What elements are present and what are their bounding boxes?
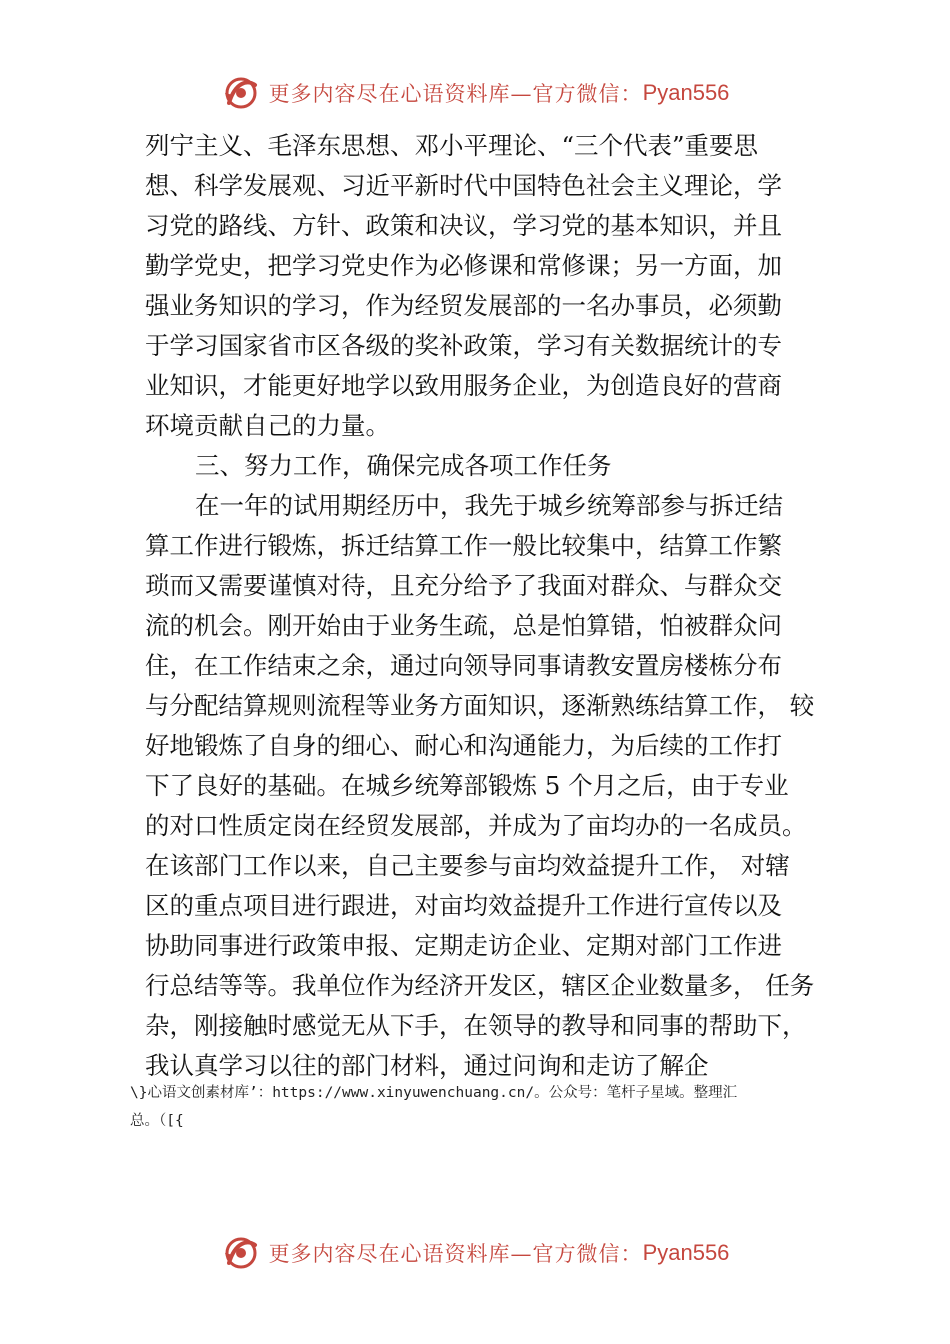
banner-wechat-id: Pyan556 — [642, 80, 730, 105]
text-line: 区的重点项目进行跟进，对亩均效益提升工作进行宣传以及 — [145, 891, 782, 920]
text-line: 协助同事进行政策申报、定期走访企业、定期对部门工作进 — [145, 931, 782, 960]
source-note — [130, 1079, 830, 1135]
text-line: 我认真学习以往的部门材料，通过问询和走访了解企 — [145, 1051, 709, 1080]
logo-icon — [221, 73, 261, 113]
source-note-line: 总。（[{ — [130, 1113, 184, 1129]
text-line: 勤学党史，把学习党史作为必修课和常修课；另一方面，加 — [145, 251, 782, 280]
text-line: 于学习国家省市区各级的奖补政策，学习有关数据统计的专 — [145, 331, 782, 360]
text-line: 习党的路线、方针、政策和决议，学习党的基本知识，并且 — [145, 211, 782, 240]
section-heading: 三、努力工作，确保完成各项工作任务 — [195, 451, 612, 480]
text-line: 算工作进行锻炼，拆迁结算工作一般比较集中，结算工作繁 — [145, 531, 782, 560]
text-line: 住，在工作结束之余，通过向领导同事请教安置房楼栋分布 — [145, 651, 782, 680]
banner-text: 更多内容尽在心语资料库—官方微信： — [268, 1242, 643, 1266]
text-line: 想、科学发展观、习近平新时代中国特色社会主义理论，学 — [145, 171, 782, 200]
text-line: 流的机会。刚开始由于业务生疏，总是怕算错，怕被群众问 — [145, 611, 782, 640]
footer-banner — [0, 1229, 950, 1277]
text-line: 业知识，才能更好地学以致用服务企业，为创造良好的营商 — [145, 371, 782, 400]
banner-wechat-id: Pyan556 — [642, 1240, 730, 1265]
text-line: 的对口性质定岗在经贸发展部，并成为了亩均办的一名成员。 — [145, 811, 807, 840]
text-line: 杂，刚接触时感觉无从下手，在领导的教导和同事的帮助下， — [145, 1011, 807, 1040]
document-body — [145, 126, 825, 1086]
banner-text: 更多内容尽在心语资料库—官方微信： — [268, 82, 643, 106]
text-line: 琐而又需要谨慎对待，且充分给予了我面对群众、与群众交 — [145, 571, 782, 600]
text-line: 在该部门工作以来，自己主要参与亩均效益提升工作， 对辖 — [145, 851, 790, 880]
text-line: 行总结等等。我单位作为经济开发区，辖区企业数量多， 任务 — [145, 971, 815, 1000]
source-note-line: \}心语文创素材库’：https://www.xinyuwenchuang.cn/。公众号：笔杆子星域。整理汇 — [130, 1085, 738, 1101]
text-line: 环境贡献自己的力量。 — [145, 411, 390, 440]
header-banner — [0, 69, 950, 117]
text-line: 列宁主义、毛泽东思想、邓小平理论、“三个代表”重要思 — [145, 131, 759, 160]
logo-icon — [221, 1233, 261, 1273]
text-line: 强业务知识的学习，作为经贸发展部的一名办事员，必须勤 — [145, 291, 782, 320]
text-line: 好地锻炼了自身的细心、耐心和沟通能力，为后续的工作打 — [145, 731, 782, 760]
text-line: 下了良好的基础。在城乡统筹部锻炼 5 个月之后，由于专业 — [145, 771, 789, 800]
text-line: 在一年的试用期经历中，我先于城乡统筹部参与拆迁结 — [195, 491, 783, 520]
text-line: 与分配结算规则流程等业务方面知识，逐渐熟练结算工作， 较 — [145, 691, 815, 720]
